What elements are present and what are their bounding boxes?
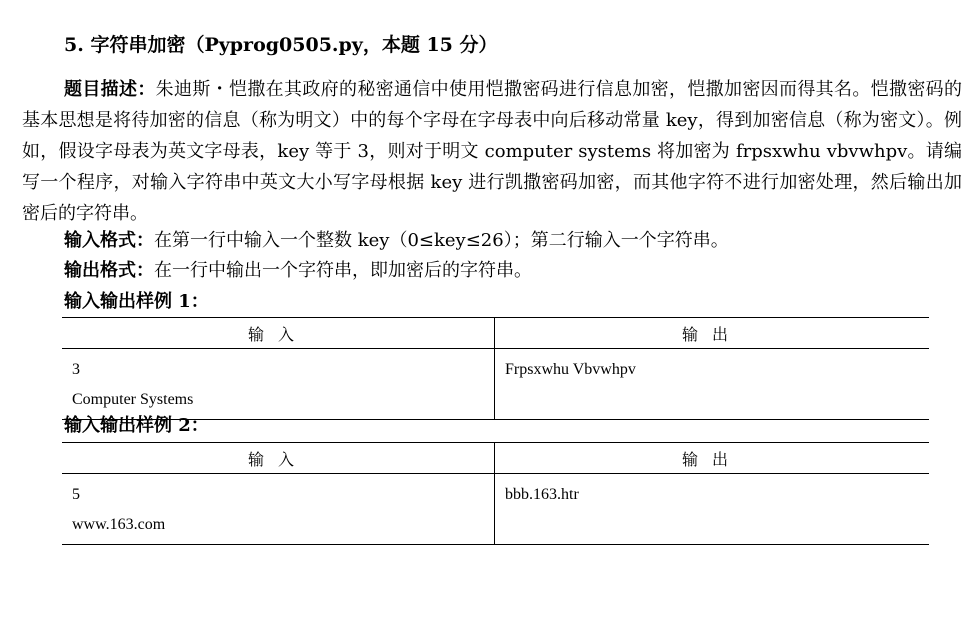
description-label: 题目描述： — [64, 79, 156, 100]
sample-2-title: 输入输出样例 2： — [64, 415, 209, 436]
sample-2-table — [62, 442, 929, 545]
output-format — [64, 256, 532, 286]
sample-2-output-line: bbb.163.htr — [505, 486, 579, 503]
sample-2-input-cell — [62, 474, 495, 545]
input-format — [64, 226, 729, 256]
sample-2-input-line: www.163.com — [72, 516, 166, 533]
input-format-label: 输入格式： — [64, 230, 154, 251]
output-format-label: 输出格式： — [64, 260, 154, 281]
sample-2-input-line: 5 — [72, 486, 80, 503]
sample-1-output-cell — [495, 349, 930, 420]
sample-1-input-line: Computer Systems — [72, 391, 194, 408]
sample-1-input-header: 输入 — [62, 318, 495, 349]
input-format-text: 在第一行中输入一个整数 key（0≤key≤26）；第二行输入一个字符串。 — [154, 230, 729, 251]
sample-1-output-header: 输出 — [495, 318, 930, 349]
sample-2-input-header: 输入 — [62, 443, 495, 474]
sample-2-output-header: 输出 — [495, 443, 930, 474]
description-text: 朱迪斯・恺撒在其政府的秘密通信中使用恺撒密码进行信息加密，恺撒加密因而得其名。恺撒密码的基本思想是将待加密的信息（称为明文）中的每个字母在字母表中向后移动常量 key，得到加密信息（称为密文）。例如，假设字母表为英文字母表，key 等于 3，则对于明文 computer systems 将加密为 frpsxwhu vbvwhpv。请编写一个程序，对输入字符串中英文大小写字母根据 key 进行凯撒密码加密，而其他字符不进行加密处理，然后输出加密后的字符串。 — [22, 79, 963, 224]
sample-1-title: 输入输出样例 1： — [64, 291, 209, 312]
sample-2-output-cell — [495, 474, 930, 545]
output-format-text: 在一行中输出一个字符串，即加密后的字符串。 — [154, 260, 532, 281]
sample-1-input-line: 3 — [72, 361, 80, 378]
problem-description — [22, 74, 962, 229]
sample-1-output-line: Frpsxwhu Vbvwhpv — [505, 361, 636, 378]
sample-1-table — [62, 317, 929, 420]
problem-title: 5. 字符串加密（Pyprog0505.py，本题 15 分） — [64, 34, 498, 56]
sample-1-input-cell — [62, 349, 495, 420]
